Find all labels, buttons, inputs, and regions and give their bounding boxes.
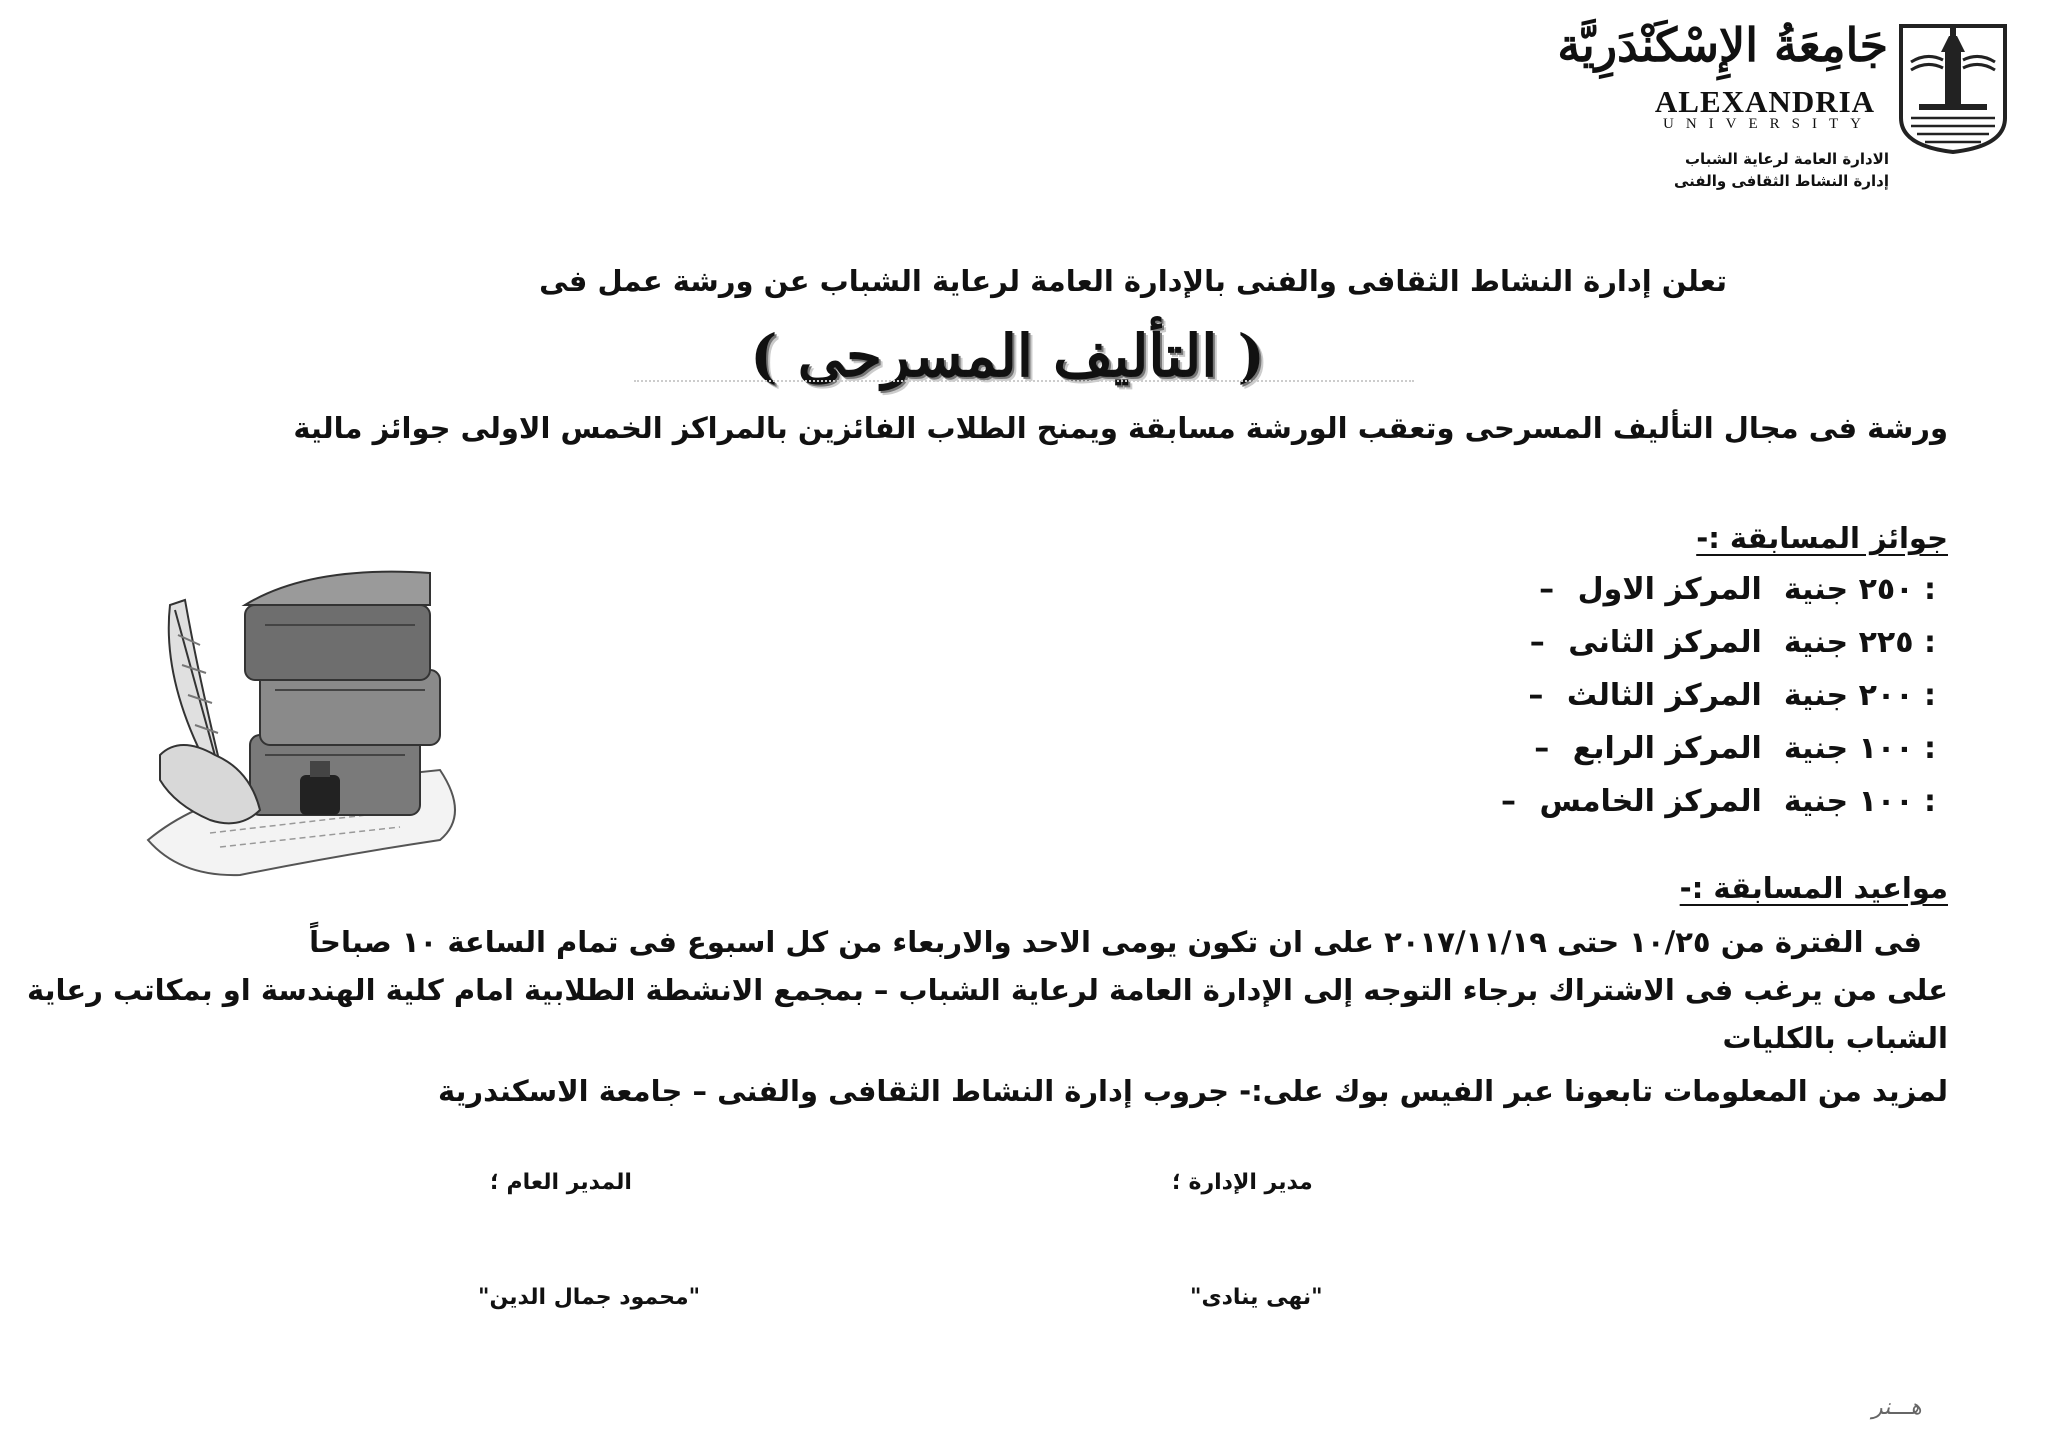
prize-place: المركز الثانى	[1568, 625, 1762, 660]
university-arabic-name: جَامِعَةُ الإِسْكَنْدَرِيَّة	[1557, 18, 1888, 72]
books-quill-inkwell-icon	[140, 565, 460, 880]
dates-line-2: على من يرغب فى الاشتراك برجاء التوجه إلى الإدارة العامة لرعاية الشباب – بمجمع الانشطة الطلابية امام كلية الهندسة او بمكاتب رعاية	[27, 973, 1948, 1007]
university-english-name: ALEXANDRIA	[1654, 84, 1876, 119]
announcement-text: تعلن إدارة النشاط الثقافى والفنى بالإدارة العامة لرعاية الشباب عن ورشة عمل فى	[539, 264, 1727, 298]
prize-amount: : ١٠٠ جنية	[1783, 784, 1936, 819]
workshop-description: ورشة فى مجال التأليف المسرحى وتعقب الورشة مسابقة ويمنح الطلاب الفائزين بالمراكز الخمس الاولى جوائز مالية	[293, 411, 1948, 445]
general-director-name: "محمود جمال الدين"	[478, 1285, 701, 1310]
prize-row	[1533, 731, 1936, 766]
prize-place: المركز الثالث	[1566, 678, 1762, 713]
department-line-2: إدارة النشاط الثقافى والفنى	[1673, 172, 1889, 190]
prize-place: المركز الرابع	[1572, 731, 1762, 766]
director-name: "نهى ينادى"	[1190, 1285, 1323, 1310]
prize-place: المركز الخامس	[1539, 784, 1762, 819]
list-dash: –	[1539, 572, 1555, 607]
director-title: مدير الإدارة ؛	[1172, 1170, 1313, 1195]
dates-line-3: الشباب بالكليات	[1722, 1021, 1948, 1055]
title-divider	[634, 380, 1414, 382]
facebook-info-line: لمزيد من المعلومات تابعونا عبر الفيس بوك على:- جروب إدارة النشاط الثقافى والفنى – جامعة الاسكندرية	[437, 1074, 1948, 1108]
department-line-1: الادارة العامة لرعاية الشباب	[1684, 150, 1889, 168]
prize-row	[1528, 625, 1936, 660]
author-initials: هـــنر	[1872, 1395, 1922, 1420]
dates-heading: مواعيد المسابقة :-	[1679, 871, 1948, 905]
university-english-sub: UNIVERSITY	[1663, 116, 1873, 132]
prize-row	[1527, 678, 1936, 713]
list-dash: –	[1534, 731, 1550, 766]
prize-amount: : ٢٥٠ جنية	[1783, 572, 1936, 607]
prize-place: المركز الاول	[1577, 572, 1762, 607]
prize-amount: : ٢٠٠ جنية	[1783, 678, 1936, 713]
prize-amount: : ٢٢٥ جنية	[1783, 625, 1936, 660]
prize-row	[1500, 784, 1936, 819]
lighthouse-emblem-icon	[1897, 22, 2009, 154]
dates-line-1: فى الفترة من ١٠/٢٥ حتى ٢٠١٧/١١/١٩ على ان تكون يومى الاحد والاربعاء من كل اسبوع فى تمام الساعة ١٠ صباحاً	[309, 925, 1922, 959]
workshop-title: ( التأليف المسرحى )	[750, 322, 1265, 390]
list-dash: –	[1528, 678, 1544, 713]
prize-row	[1538, 572, 1936, 607]
prize-amount: : ١٠٠ جنية	[1783, 731, 1936, 766]
general-director-title: المدير العام ؛	[490, 1170, 632, 1195]
list-dash: –	[1501, 784, 1517, 819]
list-dash: –	[1529, 625, 1545, 660]
prizes-heading: جوائز المسابقة :-	[1696, 521, 1948, 555]
